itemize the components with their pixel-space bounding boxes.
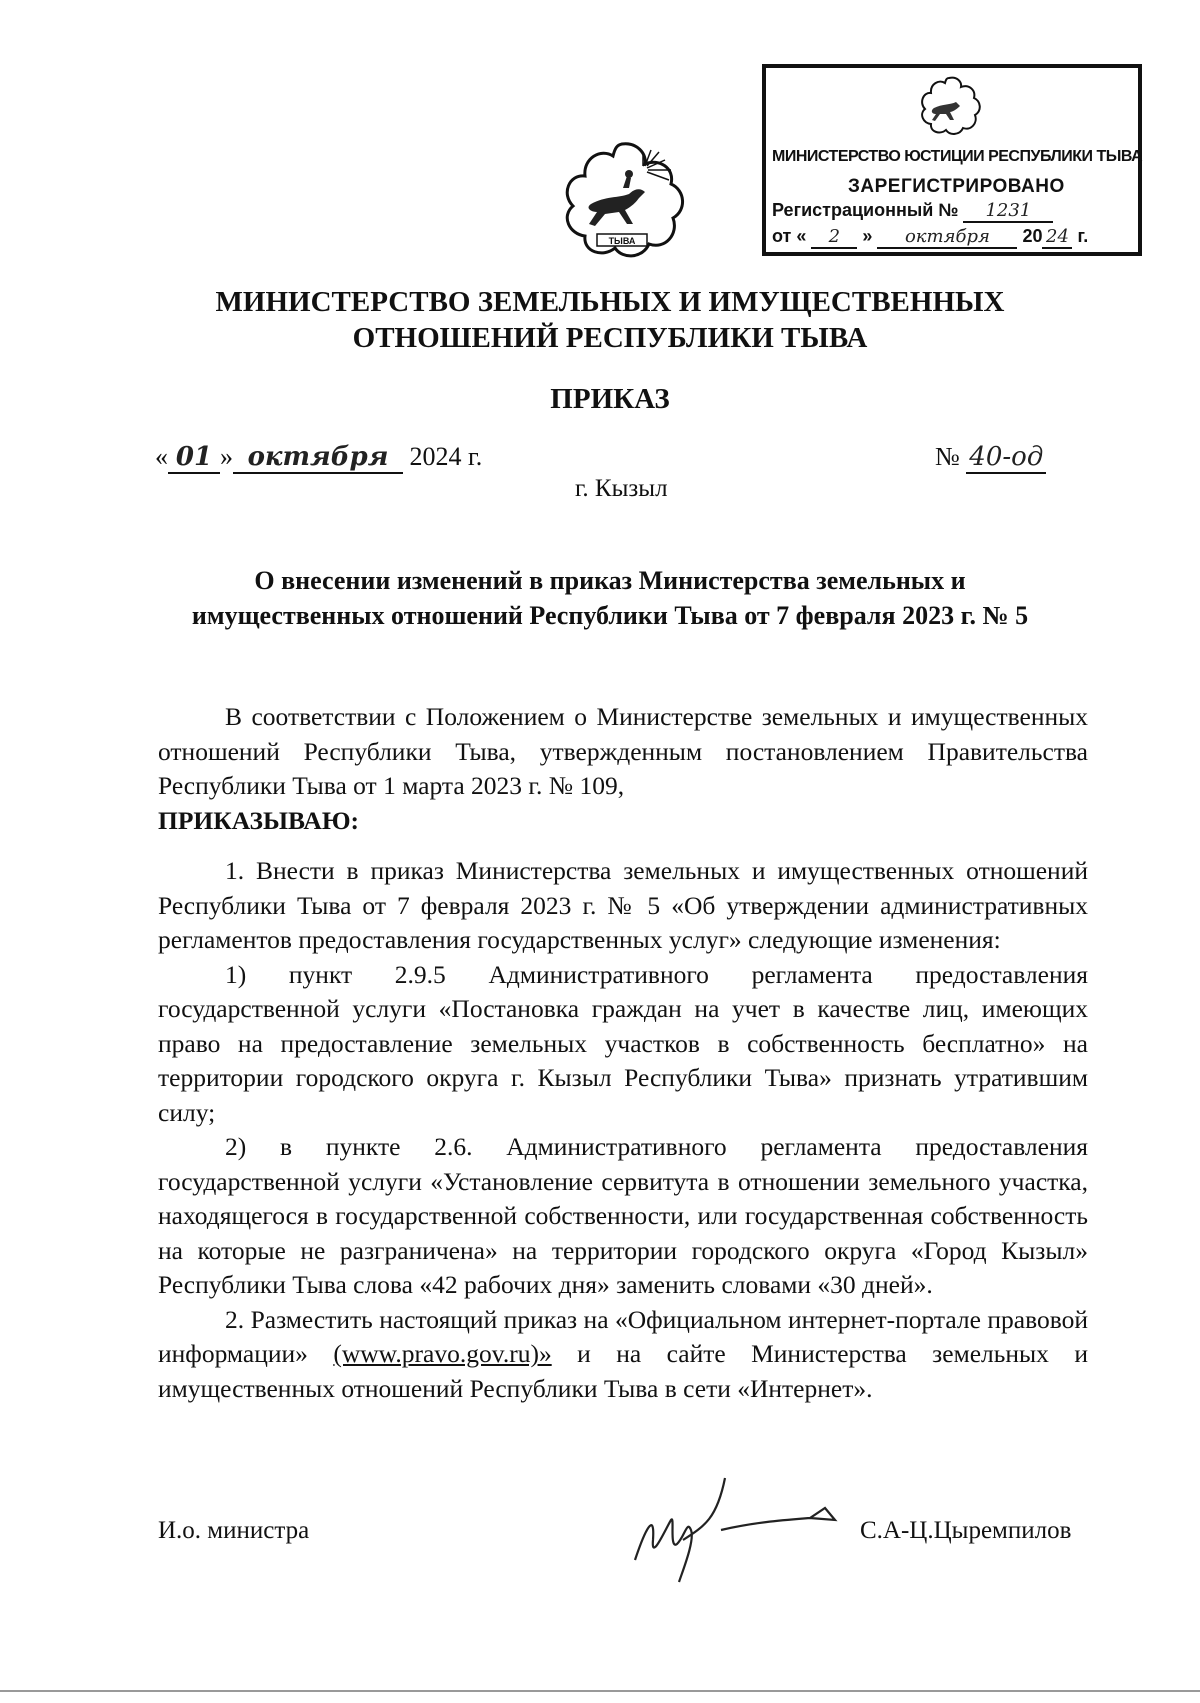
order-date-open-quote: « (155, 442, 168, 471)
tuva-emblem-icon (555, 138, 690, 260)
body-item-1: 1. Внести в приказ Министерства земельных и имущественных отношений Республики Тыва от 7 февраля 2023 г. № 5 «Об утверждении административных регламентов предоставления государственных услуг» следующие изменения: (158, 856, 1088, 954)
stamp-date-year-prefix: 20 (1022, 226, 1043, 246)
order-number (935, 442, 1046, 474)
body-item-1-2: 2) в пункте 2.6. Административного регламента предоставления государственной услуги «Установление сервитута в отношении земельного участка, находящегося в государственной собственности, или государственная собственность на которые не разграничена» на территории городского округа «Город Кызыл» Республики Тыва слова «42 рабочих дня» заменить словами «30 дней». (158, 1132, 1088, 1299)
emblem-label: ТЫВА (608, 236, 636, 246)
handwritten-signature (625, 1470, 845, 1590)
ministry-heading (150, 284, 1070, 356)
registration-stamp (762, 64, 1142, 256)
order-subject (150, 563, 1070, 633)
ministry-heading-line1: МИНИСТЕРСТВО ЗЕМЕЛЬНЫХ И ИМУЩЕСТВЕННЫХ (215, 286, 1005, 318)
order-number-label: № (935, 442, 960, 471)
order-city: г. Кызыл (575, 475, 668, 502)
body-command (158, 804, 1088, 839)
order-date (155, 442, 482, 474)
stamp-date-line (772, 226, 1088, 249)
order-date-year: 2024 г. (409, 442, 483, 471)
stamp-registered-line: ЗАРЕГИСТРИРОВАНО (848, 176, 1065, 197)
stamp-emblem-icon (914, 74, 984, 136)
order-number-value: 40-од (966, 442, 1046, 474)
stamp-date-year-end: г. (1077, 226, 1089, 246)
order-date-close-quote: » (220, 442, 233, 471)
body-item-1-1: 1) пункт 2.9.5 Административного регламента предоставления государственной услуги «Постановка граждан на учет в качестве лиц, имеющих право на предоставление земельных участков в собственность бесплатно» на территории городского округа г. Кызыл Республики Тыва» признать утратившим силу; (158, 959, 1088, 1127)
order-title: ПРИКАЗ (550, 383, 670, 415)
stamp-date-year-suffix: 24 (1042, 226, 1072, 249)
order-body (158, 700, 1088, 1406)
signatory-name: С.А-Ц.Цыремпилов (860, 1517, 1072, 1544)
stamp-reg-number-line (772, 200, 1053, 223)
order-date-month: октября (233, 442, 403, 474)
body-item-2-text: 2. Разместить настоящий приказ на «Официальном интернет-портале правовой информации» (158, 1304, 1088, 1368)
ministry-heading-line2: ОТНОШЕНИЙ РЕСПУБЛИКИ ТЫВА (352, 322, 868, 354)
signatory-title: И.о. министра (158, 1517, 310, 1544)
pravo-link[interactable]: (www.pravo.gov.ru)» (333, 1339, 552, 1368)
stamp-date-day: 2 (811, 226, 857, 249)
stamp-date-prefix: от « (772, 226, 807, 246)
order-subject-line2: имущественных отношений Республики Тыва от 7 февраля 2023 г. № 5 (191, 601, 1029, 630)
stamp-reg-label: Регистрационный № (772, 200, 959, 220)
body-preamble (158, 700, 1088, 804)
body-command-text: ПРИКАЗЫВАЮ: (158, 805, 360, 835)
body-item-2 (158, 1303, 1088, 1407)
stamp-reg-number: 1231 (963, 200, 1053, 223)
scan-edge-line (0, 1690, 1200, 1692)
stamp-date-month: октября (877, 226, 1017, 249)
stamp-date-mid: » (862, 226, 873, 246)
order-subject-line1: О внесении изменений в приказ Министерства земельных и (254, 566, 966, 595)
stamp-ministry-line: МИНИСТЕРСТВО ЮСТИЦИИ РЕСПУБЛИКИ ТЫВА (772, 148, 1143, 165)
body-item-2-tail: и на сайте Министерства земельных и имущественных отношений Республики Тыва в сети «Интернет». (158, 1339, 1088, 1403)
body-preamble-text: В соответствии с Положением о Министерстве земельных и имущественных отношений Республики Тыва, утвержденным постановлением Правительства Республики Тыва от 1 марта 2023 г. № 109, (158, 702, 1088, 800)
order-date-day: 01 (168, 442, 220, 474)
